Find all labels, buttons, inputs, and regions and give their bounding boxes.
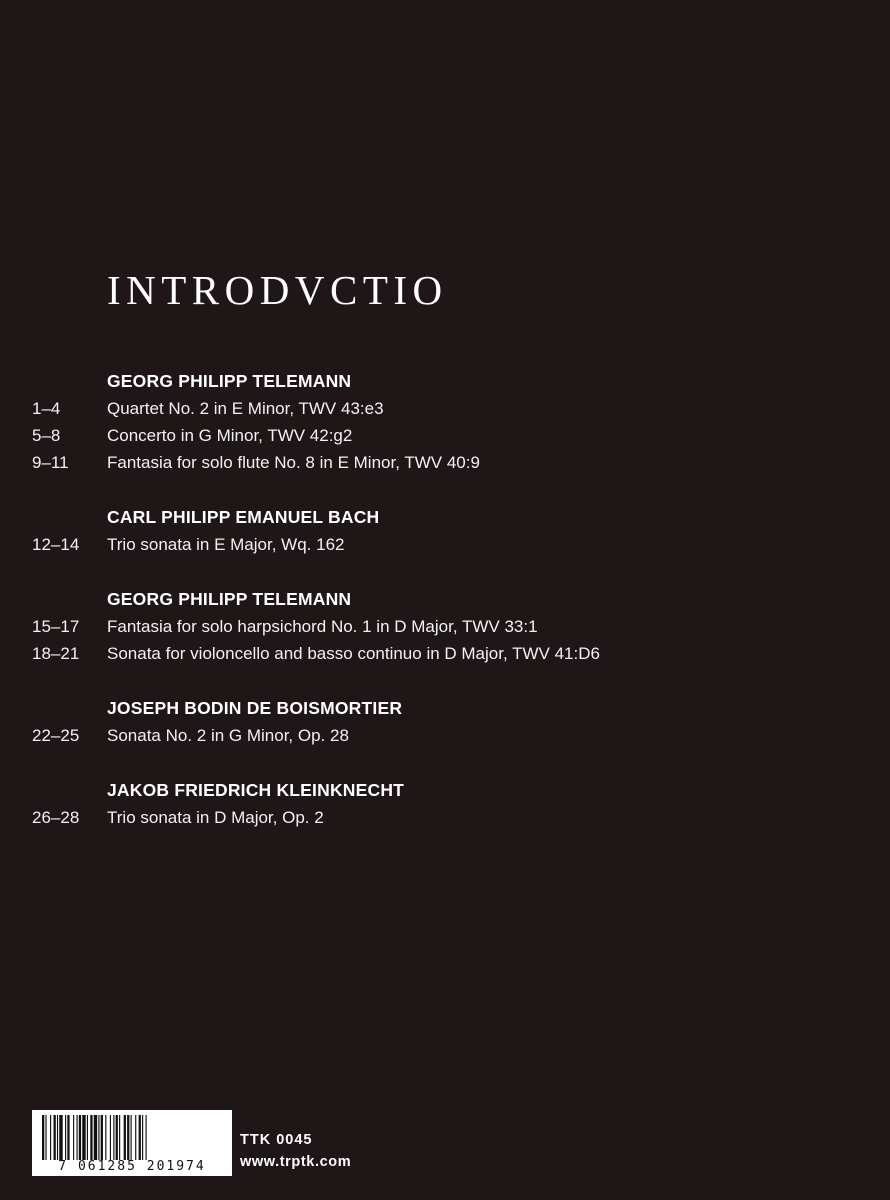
barcode-bar <box>77 1115 78 1160</box>
barcode-bar <box>119 1115 120 1160</box>
album-title: INTRODVCTIO <box>107 267 448 313</box>
track-number: 26–28 <box>32 808 80 827</box>
barcode-bar <box>105 1115 106 1160</box>
track-title: Quartet No. 2 in E Minor, TWV 43:e3 <box>107 399 384 418</box>
barcode-bar <box>139 1115 141 1160</box>
barcode-bar <box>124 1115 126 1160</box>
track-row <box>0 395 890 422</box>
barcode-bar <box>42 1115 44 1160</box>
barcode-bar <box>127 1115 129 1160</box>
composer-group <box>0 695 890 749</box>
barcode-bar <box>57 1115 58 1160</box>
barcode-bar <box>94 1115 97 1160</box>
barcode-bar <box>113 1115 114 1160</box>
track-title: Concerto in G Minor, TWV 42:g2 <box>107 426 353 445</box>
track-title: Trio sonata in D Major, Op. 2 <box>107 808 324 827</box>
track-number: 22–25 <box>32 726 80 745</box>
barcode-bar <box>59 1115 62 1160</box>
track-number: 9–11 <box>32 453 69 472</box>
catalog-number: TTK 0045 <box>240 1132 313 1148</box>
track-title: Sonata No. 2 in G Minor, Op. 28 <box>107 726 349 745</box>
label-info <box>240 1110 351 1174</box>
track-row <box>0 449 890 476</box>
composer-name: JAKOB FRIEDRICH KLEINKNECHT <box>107 780 405 800</box>
barcode-bar <box>146 1115 147 1160</box>
track-number: 18–21 <box>32 644 80 663</box>
track-title: Sonata for violoncello and basso continuo in D Major, TWV 41:D6 <box>107 644 600 663</box>
track-row <box>0 804 890 831</box>
composer-group <box>0 504 890 558</box>
track-row <box>0 613 890 640</box>
barcode-bar <box>142 1115 143 1160</box>
barcode-bar <box>98 1115 99 1160</box>
barcode-bar <box>116 1115 118 1160</box>
barcode-bar <box>79 1115 81 1160</box>
barcode-bar <box>90 1115 92 1160</box>
barcode-bar <box>110 1115 111 1160</box>
track-row <box>0 531 890 558</box>
barcode-bar <box>101 1115 103 1160</box>
composer-name: GEORG PHILIPP TELEMANN <box>107 371 352 391</box>
track-number: 1–4 <box>32 399 61 418</box>
composer-name: JOSEPH BODIN DE BOISMORTIER <box>107 698 403 718</box>
barcode-bar <box>54 1115 56 1160</box>
program-list <box>0 368 890 859</box>
barcode-bar <box>135 1115 136 1160</box>
track-title: Fantasia for solo flute No. 8 in E Minor, TWV 40:9 <box>107 453 480 472</box>
composer-name: GEORG PHILIPP TELEMANN <box>107 589 352 609</box>
composer-name: CARL PHILIPP EMANUEL BACH <box>107 507 380 527</box>
track-row <box>0 640 890 667</box>
track-number: 12–14 <box>32 535 80 554</box>
composer-group <box>0 368 890 476</box>
barcode-bar <box>50 1115 51 1160</box>
track-row <box>0 722 890 749</box>
barcode-bar <box>65 1115 66 1160</box>
composer-group <box>0 777 890 831</box>
barcode-bar <box>82 1115 85 1160</box>
track-title: Trio sonata in E Major, Wq. 162 <box>107 535 345 554</box>
barcode-bar <box>45 1115 46 1160</box>
barcode-bar <box>73 1115 74 1160</box>
barcode-bars-icon <box>42 1115 222 1160</box>
track-row <box>0 422 890 449</box>
barcode <box>32 1110 232 1176</box>
website-link[interactable]: www.trptk.com <box>240 1154 352 1170</box>
track-title: Fantasia for solo harpsichord No. 1 in D Major, TWV 33:1 <box>107 617 538 636</box>
footer <box>32 1110 351 1176</box>
barcode-bar <box>67 1115 69 1160</box>
composer-group <box>0 586 890 667</box>
track-number: 15–17 <box>32 617 80 636</box>
barcode-bar <box>131 1115 132 1160</box>
barcode-digits: 7 061285 201974 <box>58 1159 206 1174</box>
track-number: 5–8 <box>32 426 61 445</box>
barcode-bar <box>87 1115 88 1160</box>
